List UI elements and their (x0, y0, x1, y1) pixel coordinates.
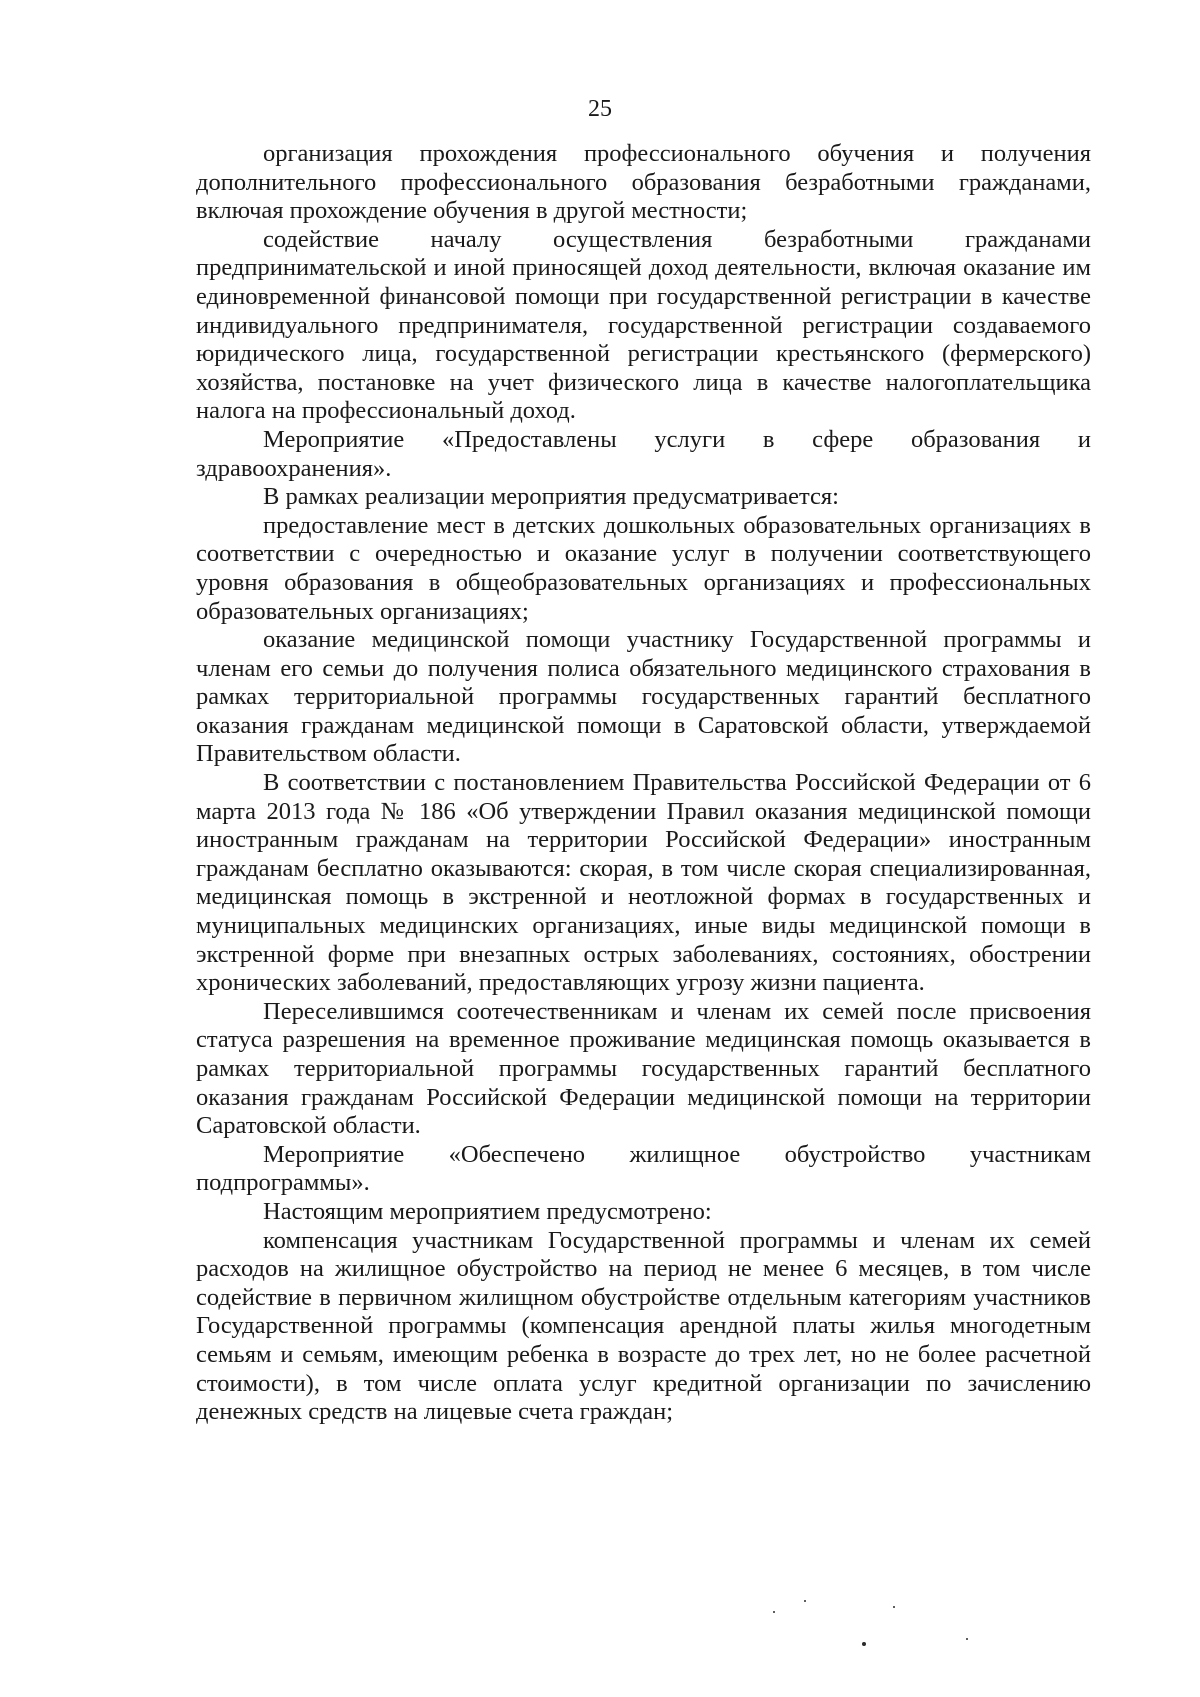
paragraph-preschool-places: предоставление мест в детских дошкольных образовательных организациях в соответствии с очередностью и оказание услуг в получении соответствующего уровня образования в общеобразовательных организациях и профессиональных образовательных организациях; (196, 511, 1091, 625)
scan-speck (804, 1600, 806, 1602)
scan-speck (966, 1638, 968, 1640)
paragraph-entrepreneurship: содействие началу осуществления безработными гражданами предпринимательской и иной приносящей доход деятельности, включая оказание им единовременной финансовой помощи при государственной регистрации в качестве индивидуального предпринимателя, государственной регистрации создаваемого юридического лица, государственной регистрации крестьянского (фермерского) хозяйства, постановке на учет физического лица в качестве налогоплательщика налога на профессиональный доход. (196, 225, 1091, 425)
scan-speck (862, 1642, 866, 1646)
page-number: 25 (588, 96, 612, 122)
paragraph-activity-housing: Мероприятие «Обеспечено жилищное обустройство участникам подпрограммы». (196, 1140, 1091, 1197)
paragraph-activity-scope: В рамках реализации мероприятия предусматривается: (263, 483, 839, 511)
paragraph-decree-186: В соответствии с постановлением Правительства Российской Федерации от 6 марта 2013 года № 186 «Об утверждении Правил оказания медицинской помощи иностранным гражданам на территории Российской Федерации» иностранным гражданам бесплатно оказываются: скорая, в том числе скорая специализированная, медицинская помощь в экстренной и неотложной формах в государственных и муниципальных медицинских организациях, иные виды медицинской помощи в экстренной форме при внезапных острых заболеваниях, состояниях, обострении хронических заболеваний, предоставляющих угрозу жизни пациента. (196, 769, 1091, 997)
scan-speck (893, 1606, 895, 1608)
scan-speck (773, 1611, 775, 1613)
paragraph-medical-care: оказание медицинской помощи участнику Государственной программы и членам его семьи до получения полиса обязательного медицинского страхования в рамках территориальной программы государственных гарантий бесплатного оказания гражданам медицинской помощи в Саратовской области, утверждаемой Правительством области. (196, 626, 1091, 768)
body-text (196, 140, 1091, 1427)
paragraph-training: организация прохождения профессионального обучения и получения дополнительного профессионального образования безработными гражданами, включая прохождение обучения в другой местности; (196, 140, 1091, 225)
paragraph-compatriots: Переселившимся соотечественникам и членам их семей после присвоения статуса разрешения на временное проживание медицинская помощь оказывается в рамках территориальной программы государственных гарантий бесплатного оказания гражданам Российской Федерации медицинской помощи на территории Саратовской области. (196, 997, 1091, 1140)
paragraph-housing-scope: Настоящим мероприятием предусмотрено: (263, 1197, 712, 1225)
paragraph-activity-education-health: Мероприятие «Предоставлены услуги в сфере образования и здравоохранения». (196, 425, 1091, 482)
paragraph-housing-compensation: компенсация участникам Государственной программы и членам их семей расходов на жилищное обустройство на период не менее 6 месяцев, в том числе содействие в первичном жилищном обустройстве отдельным категориям участников Государственной программы (компенсация арендной платы жилья многодетным семьям и семьям, имеющим ребенка в возрасте до трех лет, но не более расчетной стоимости), в том числе оплата услуг кредитной организации по зачислению денежных средств на лицевые счета граждан; (196, 1226, 1091, 1426)
